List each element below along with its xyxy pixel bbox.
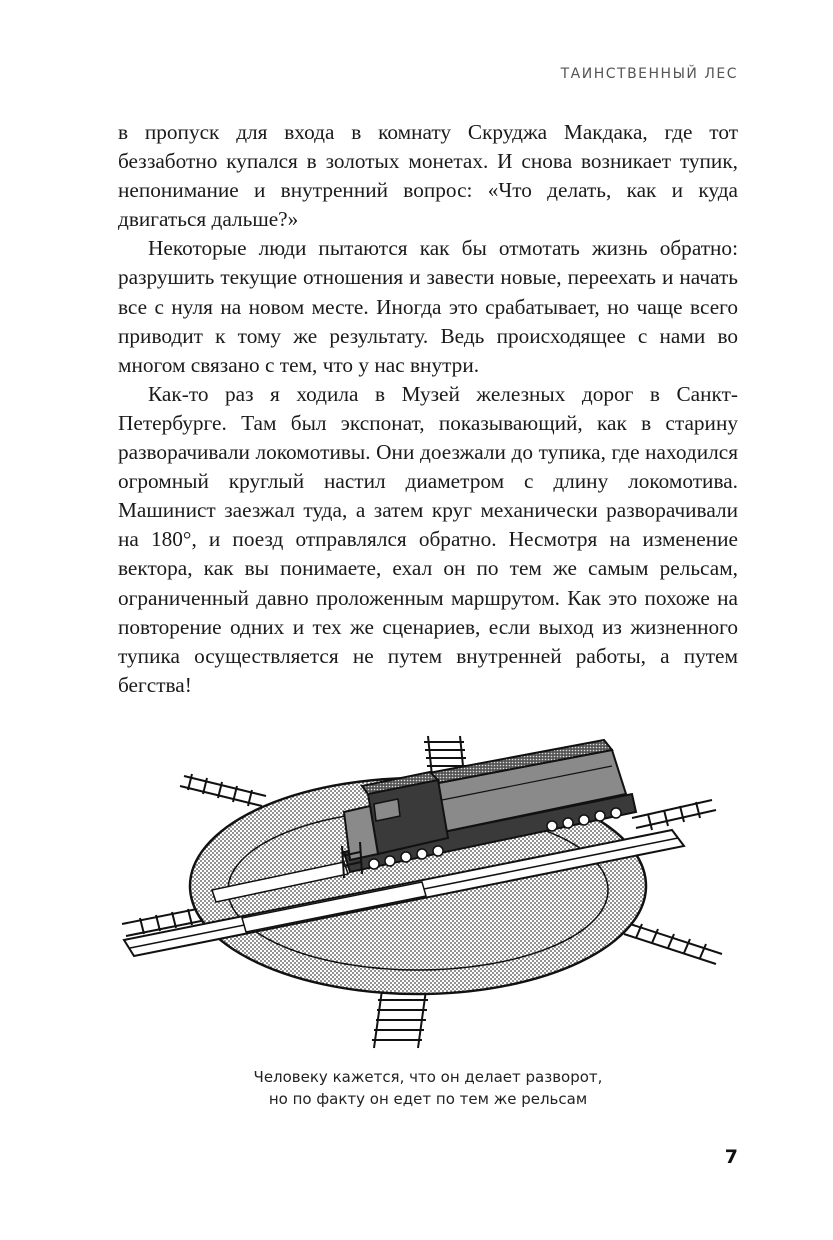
paragraph-2: Некоторые люди пытаются как бы отмотать жизнь обратно: разрушить текущие отношения и завести новые, переехать и начать все с нуля на новом месте. Иногда это срабатывает, но чаще всего приводит к тому же результату. Ведь происходящее с нами во многом связано с тем, что у нас внутри.: [118, 236, 738, 377]
track-bottom: [372, 990, 428, 1048]
track-left-upper: [180, 774, 266, 806]
figure-caption: [118, 1066, 738, 1110]
track-right-upper: [632, 800, 716, 830]
turntable-illustration: [112, 728, 732, 1058]
body-text: [118, 118, 738, 700]
paragraph-1: в пропуск для входа в комнату Скруджа Макдака, где тот беззаботно купался в золотых монетах. И снова возникает тупик, непонимание и внутренний вопрос: «Что делать, как и куда двигаться дальше?»: [118, 120, 738, 232]
paragraph-3: Как-то раз я ходила в Музей железных дорог в Санкт-Петербурге. Там был экспонат, показывающий, как в старину разворачивали локомотивы. Они доезжали до тупика, где находился огромный круглый настил диаметром с длину локомотива. Машинист заезжал туда, а затем круг механически разворачивали на 180°, и поезд отправлялся обратно. Несмотря на изменение вектора, как вы понимаете, ехал он по тем же самым рельсам, ограниченный давно проложенным маршрутом. Как это похоже на повторение одних и тех же сценариев, если выход из жизненного тупика осуществляется не путем внутренней работы, а путем бегства!: [118, 381, 738, 697]
running-head: ТАИНСТВЕННЫЙ ЛЕС: [560, 66, 738, 82]
track-right-lower: [624, 924, 722, 964]
caption-line-2: но по факту он едет по тем же рельсам: [268, 1090, 588, 1108]
caption-line-1: Человеку кажется, что он делает разворот,: [253, 1068, 603, 1086]
page-number: 7: [724, 1146, 738, 1168]
